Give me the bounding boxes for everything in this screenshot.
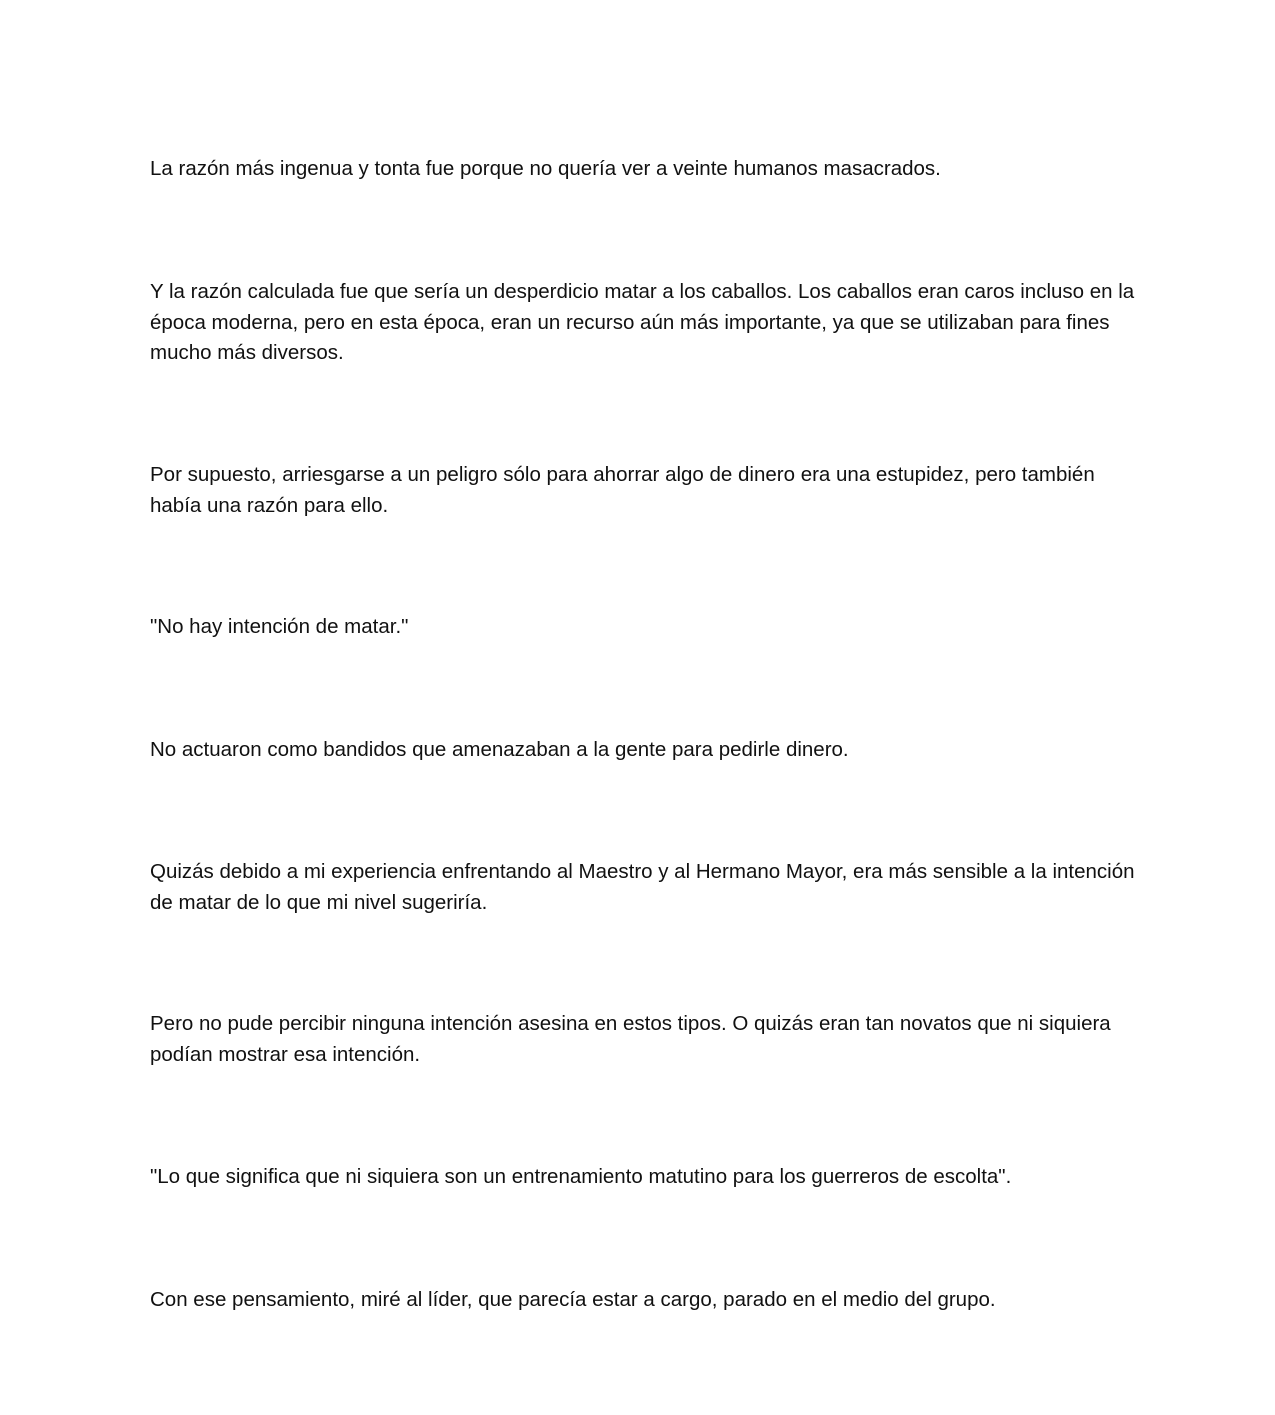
paragraph-6: Quizás debido a mi experiencia enfrentando al Maestro y al Hermano Mayor, era más sensible a la intención de matar de lo que mi nivel sugeriría. bbox=[150, 860, 1135, 914]
paragraph-9: Con ese pensamiento, miré al líder, que parecía estar a cargo, parado en el medio del grupo. bbox=[150, 1288, 996, 1311]
paragraph-2: Y la razón calculada fue que sería un desperdicio matar a los caballos. Los caballos eran caros incluso en la época moderna, pero en esta época, eran un recurso aún más importante, ya que se utilizaban para fines mucho más diversos. bbox=[150, 280, 1135, 364]
paragraph-1: La razón más ingenua y tonta fue porque no quería ver a veinte humanos masacrados. bbox=[150, 157, 941, 180]
paragraph-8: "Lo que significa que ni siquiera son un entrenamiento matutino para los guerreros de escolta". bbox=[150, 1165, 1012, 1188]
paragraph-3: Por supuesto, arriesgarse a un peligro sólo para ahorrar algo de dinero era una estupidez, pero también había una razón para ello. bbox=[150, 463, 1095, 517]
paragraph-5: No actuaron como bandidos que amenazaban a la gente para pedirle dinero. bbox=[150, 738, 849, 761]
paragraph-4: "No hay intención de matar." bbox=[150, 615, 409, 638]
paragraph-7: Pero no pude percibir ninguna intención asesina en estos tipos. O quizás eran tan novatos que ni siquiera podían mostrar esa intención. bbox=[150, 1012, 1111, 1066]
